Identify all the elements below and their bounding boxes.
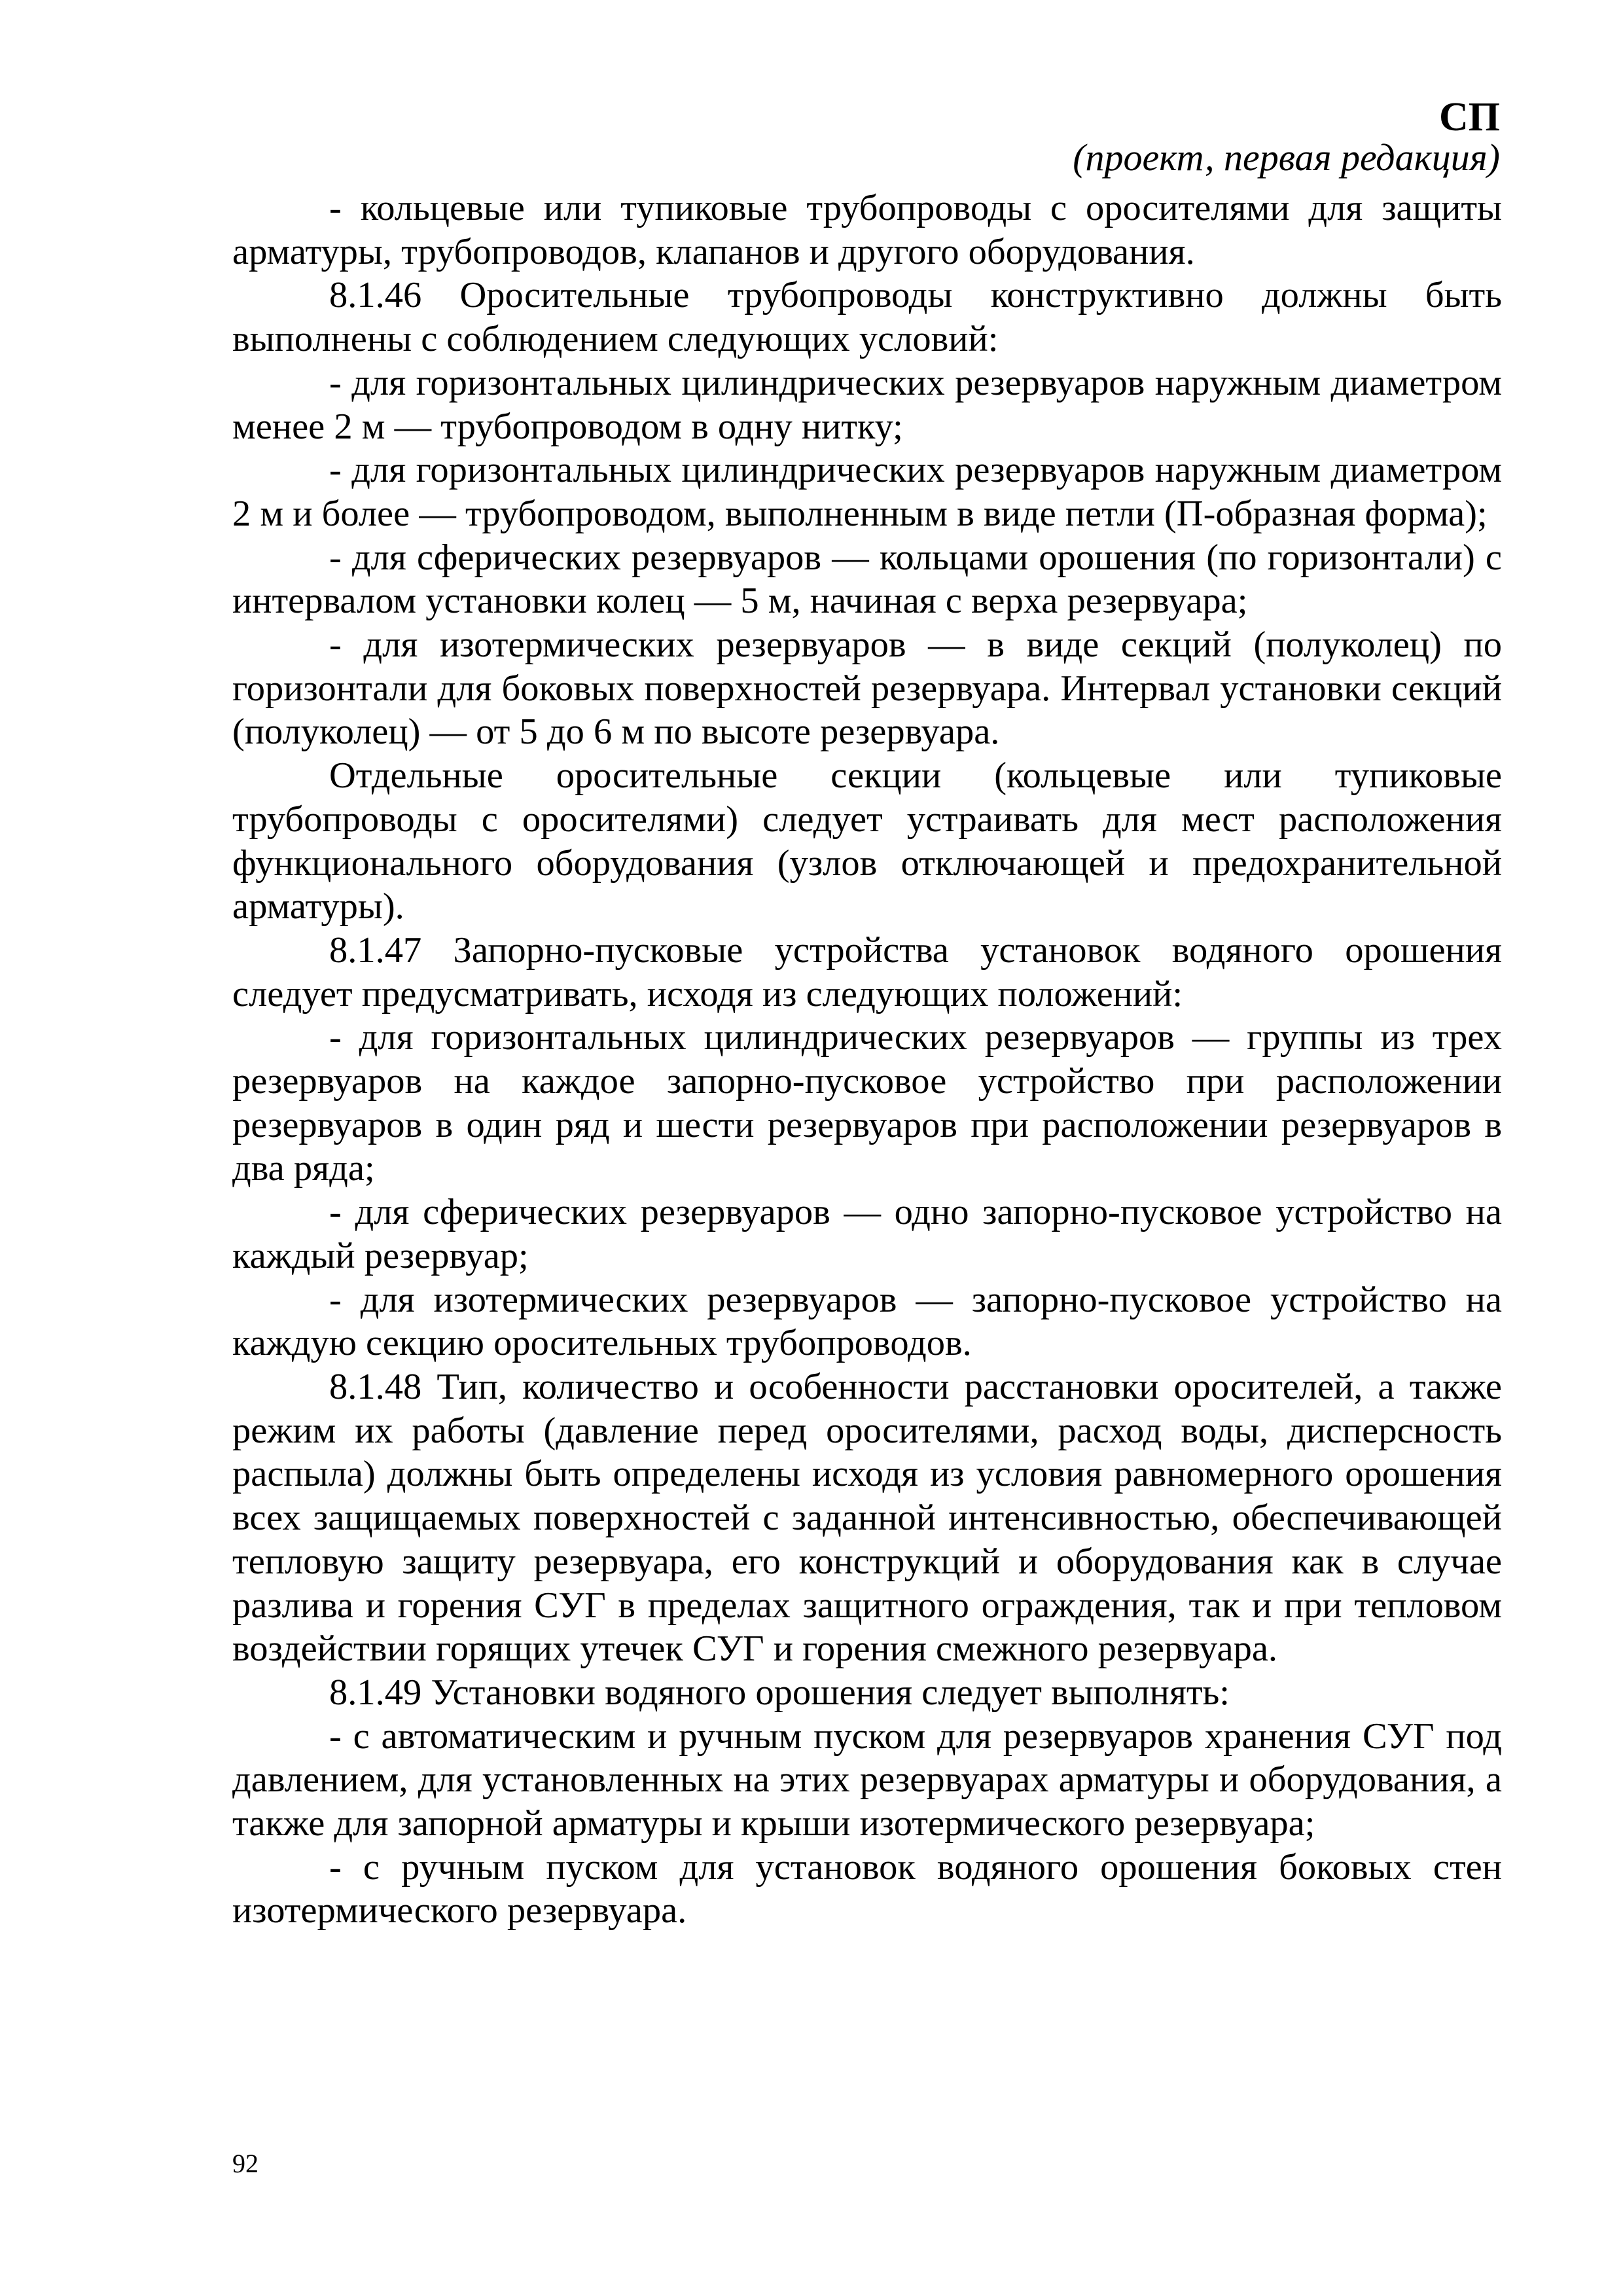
paragraph: 8.1.47 Запорно-пусковые устройства установок водяного орошения следует предусматривать, исходя из следующих положений: [232,929,1502,1014]
paragraph: - для горизонтальных цилиндрических резервуаров наружным диаметром 2 м и более — трубопроводом, выполненным в виде петли (П-образная форма); [232,450,1502,534]
paragraph: - для изотермических резервуаров — в виде секций (полуколец) по горизонтали для боковых поверхностей резервуара. Интервал установки секций (полуколец) — от 5 до 6 м по высоте резервуара. [232,624,1502,753]
paragraph: - для изотермических резервуаров — запорно-пусковое устройство на каждую секцию оросительных трубопроводов. [232,1279,1502,1364]
paragraph: 8.1.49 Установки водяного орошения следует выполнять: [329,1672,1230,1713]
paragraph: 8.1.48 Тип, количество и особенности расстановки оросителей, а также режим их работы (давление перед оросителями, расход воды, дисперсность распыла) должны быть определены исходя из условия равномерного орошения всех защищаемых поверхностей с заданной интенсивностью, обеспечивающей тепловую защиту резервуара, его конструкций и оборудования как в случае разлива и горения СУГ в пределах защитного ограждения, так и при тепловом воздействии горящих утечек СУГ и горения смежного резервуара. [232,1366,1502,1670]
paragraph: - с ручным пуском для установок водяного орошения боковых стен изотермического резервуара. [232,1846,1502,1931]
paragraph: 8.1.46 Оросительные трубопроводы конструктивно должны быть выполнены с соблюдением следующих условий: [232,275,1502,360]
document-code: СП [1439,95,1500,139]
paragraph: - для сферических резервуаров — кольцами орошения (по горизонтали) с интервалом установки колец — 5 м, начиная с верха резервуара; [232,537,1502,622]
page-number: 92 [232,2149,259,2178]
document-status: (проект, первая редакция) [1073,136,1500,179]
paragraph: - для горизонтальных цилиндрических резервуаров — группы из трех резервуаров на каждое запорно-пусковое устройство при расположении резервуаров в один ряд и шести резервуаров при расположении резервуаров в два ряда; [232,1017,1502,1189]
paragraph: - для сферических резервуаров — одно запорно-пусковое устройство на каждый резервуар; [232,1192,1502,1276]
paragraph: - кольцевые или тупиковые трубопроводы с оросителями для защиты арматуры, трубопроводов, клапанов и другого оборудования. [232,188,1502,272]
paragraph: - для горизонтальных цилиндрических резервуаров наружным диаметром менее 2 м — трубопроводом в одну нитку; [232,362,1502,447]
paragraph: - с автоматическим и ручным пуском для резервуаров хранения СУГ под давлением, для установленных на этих резервуарах арматуры и оборудования, а также для запорной арматуры и крыши изотермического резервуара; [232,1715,1502,1844]
paragraph: Отдельные оросительные секции (кольцевые или тупиковые трубопроводы с оросителями) следует устраивать для мест расположения функционального оборудования (узлов отключающей и предохранительной арматуры). [232,755,1502,927]
document-body [232,187,1502,1933]
